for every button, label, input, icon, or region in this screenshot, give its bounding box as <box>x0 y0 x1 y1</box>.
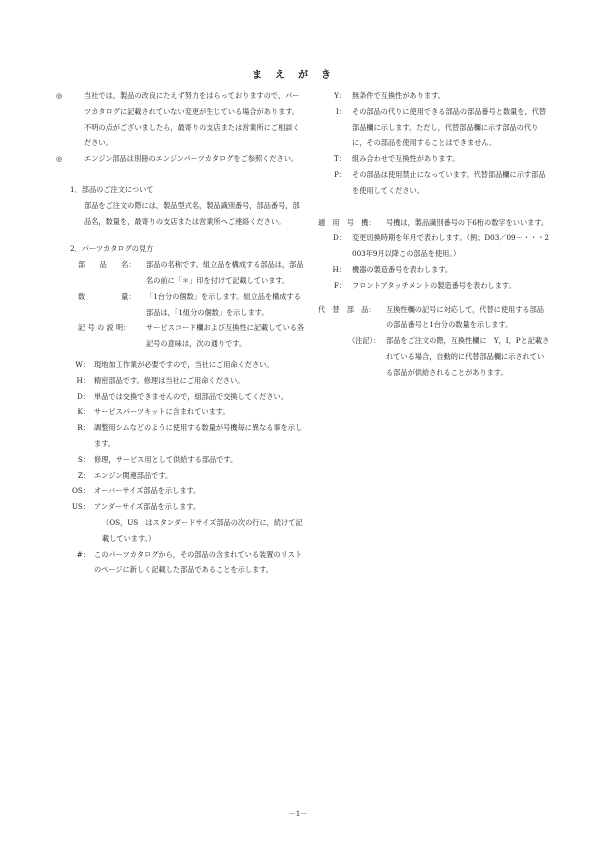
code-item <box>64 499 306 515</box>
section-heading: 2．パーツカタログの見方 <box>70 244 154 254</box>
code-text: 組み合わせで互換性があります。 <box>352 154 460 164</box>
left-column <box>56 88 306 578</box>
code-item <box>318 230 550 262</box>
code-symbol: S： <box>77 454 90 464</box>
definition-text: 「1台分の個数」を示します。組立品を構成する部品は，「1組分の個数」を示します。 <box>146 291 301 317</box>
code-item <box>318 262 550 278</box>
code-text: このパーツカタログから，その部品の含まれている装置のリストのページに新しく記載した部品であることを示します。 <box>94 549 303 575</box>
definition-item <box>318 302 550 334</box>
code-item <box>64 373 306 389</box>
code-symbol: W： <box>75 359 90 369</box>
code-symbol: D： <box>333 233 346 243</box>
definition-text: サービスコード欄および互換性に記載している各記号の意味は，次の通りです。 <box>146 323 305 349</box>
definition-term: 代 替 部 品： <box>318 304 376 314</box>
code-item <box>318 88 550 104</box>
code-text: オーバーサイズ部品を示します。 <box>94 486 201 496</box>
code-symbol: Z： <box>77 470 90 480</box>
code-symbol: T： <box>334 154 346 164</box>
page-number: －1－ <box>288 809 308 818</box>
code-symbol: F： <box>333 280 346 290</box>
code-text: 機器の製造番号を表わします。 <box>352 264 453 274</box>
code-item <box>64 483 306 499</box>
code-symbol: H： <box>332 264 346 274</box>
code-text: 修理，サービス用として供給する部品です。 <box>94 454 238 464</box>
code-text: その部品の代りに使用できる部品の部品番号と数量を，代替部品欄に示します。ただし，代替部品欄に示す部品の代りに，その部品を使用することはできません。 <box>352 106 547 148</box>
right-column <box>318 88 550 381</box>
code-text: 調整用シムなどのように使用する数量が号機毎に異なる事を示します。 <box>94 423 303 448</box>
code-item <box>318 104 550 151</box>
code-text: 単品では交換できませんので，組部品で交換してください。 <box>94 391 288 401</box>
definition-item <box>78 257 306 289</box>
code-symbol: R： <box>77 423 90 433</box>
code-symbol: K： <box>77 407 90 417</box>
code-item <box>64 404 306 420</box>
code-item <box>318 278 550 294</box>
page-title: まえがき <box>252 70 344 81</box>
section-body: 部品をご注文の際には，製品型式名，製品識別番号，部品番号，部品名，数量を，最寄りの支店または営業所へご連絡ください。 <box>84 200 300 226</box>
code-symbol: H： <box>76 375 90 385</box>
code-item <box>64 547 306 579</box>
code-symbol: #： <box>76 549 90 559</box>
definition-text: 部品をご注文の際，互換性欄に Y，I，Pと記載されている場合，自動的に代替部品欄に示されている部品が供給されることがあります。 <box>386 336 550 377</box>
note-bullet: ◎ <box>56 154 63 164</box>
definition-term: 適 用 号 機： <box>318 217 376 227</box>
definition-text: 号機は，製品識別番号の下6桁の数字をいいます。 <box>386 217 549 227</box>
definition-item <box>318 215 550 231</box>
section-heading: 1．部品のご注文について <box>70 184 154 194</box>
note-text: エンジン部品は別冊のエンジンパーツカタログをご参照ください。 <box>84 154 299 164</box>
code-symbol: I： <box>335 106 346 116</box>
definition-list <box>56 257 306 352</box>
definition-text: 互換性欄の記号に対応して，代替に使用する部品の部品番号と1台分の数量を示します。 <box>386 304 544 330</box>
note-definition <box>318 333 550 380</box>
code-text: アンダーサイズ部品を示します。 <box>94 502 201 512</box>
code-item <box>64 452 306 468</box>
serial-code-list <box>318 230 550 293</box>
note-item <box>56 88 306 151</box>
code-text: 無条件で互換性があります。 <box>352 91 445 100</box>
code-text: フロントアタッチメントの製造番号を表わします。 <box>352 280 516 290</box>
definition-item <box>78 289 306 321</box>
code-text: サービスパーツキットに含まれています。 <box>94 407 230 417</box>
code-text: 現地加工作業が必要ですので，当社にご用命ください。 <box>94 359 274 369</box>
code-item <box>64 357 306 373</box>
definition-term: （注記）： <box>348 336 381 346</box>
code-item <box>64 468 306 484</box>
compat-code-list <box>318 88 550 199</box>
code-list <box>56 357 306 578</box>
code-item <box>318 167 550 199</box>
note-item <box>56 151 306 167</box>
note-text: 当社では，製品の改良にたえず努力をはらっておりますので，パーツカタログに記載されていない変更が生じている場合があります。不明の点がございましたら，最寄りの支店または営業所にご相談ください。 <box>84 91 300 148</box>
code-text: 精密部品です。修理は当社にご用命ください。 <box>94 375 245 385</box>
code-item <box>318 151 550 167</box>
code-symbol: P： <box>333 169 346 179</box>
code-note <box>64 515 306 547</box>
code-symbol: Y： <box>334 91 346 100</box>
definition-item <box>78 320 306 352</box>
definition-term: 数 量： <box>78 291 136 301</box>
code-text: エンジン関連部品です。 <box>94 470 173 480</box>
code-symbol: OS： <box>71 486 90 496</box>
code-text: 変更切換時期を年月で表わします。（例；D03／09－・・・2003年9月以降この部品を使用。） <box>352 233 549 259</box>
definition-term: 部 品 名： <box>78 260 136 270</box>
code-symbol: D： <box>77 391 90 401</box>
note-bullet: ◎ <box>56 91 63 100</box>
code-symbol: US： <box>71 502 90 512</box>
definition-term: 記 号 の 説 明： <box>78 323 131 333</box>
code-item <box>64 420 306 452</box>
code-text: その部品は使用禁止になっています。代替部品欄に示す部品を使用してください。 <box>352 169 546 195</box>
definition-text: 部品の名称です。組立品を構成する部品は，部品名の前に「＊」印を付けて記載しています。 <box>146 260 304 285</box>
code-text: （OS，US はスタンダードサイズ部品の次の行に，続けて記載しています。） <box>102 517 303 543</box>
code-item <box>64 389 306 405</box>
